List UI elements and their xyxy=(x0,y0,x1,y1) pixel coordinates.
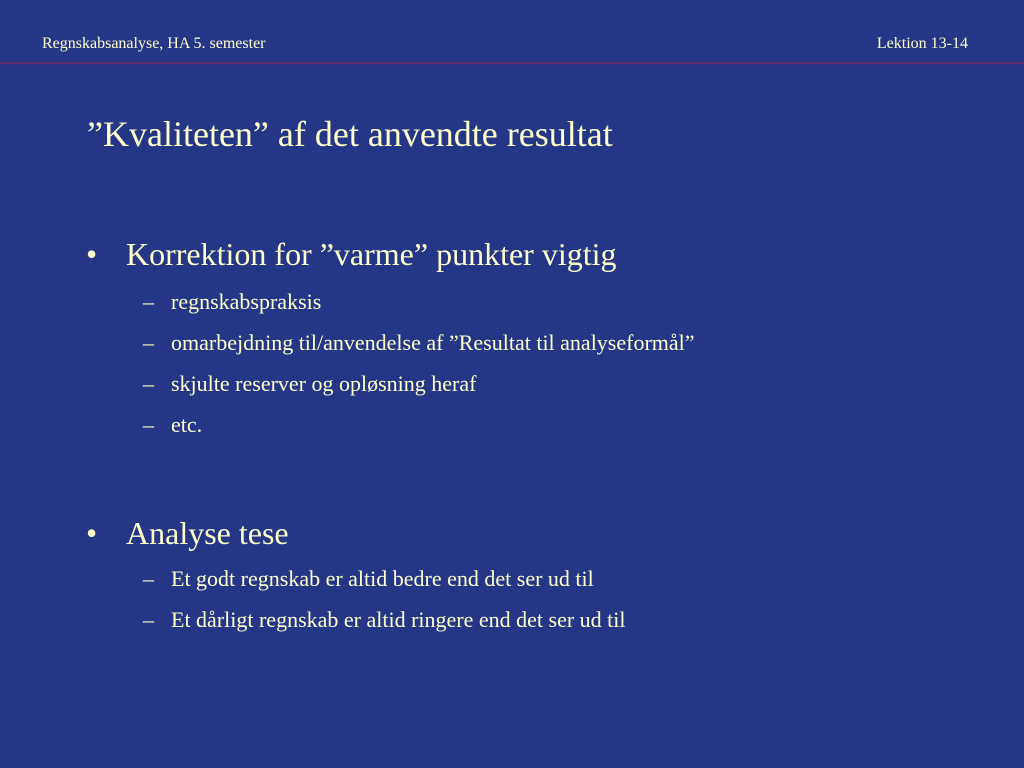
sub-bullet-text: omarbejdning til/anvendelse af ”Resultat til analyseformål” xyxy=(171,330,695,355)
slide-title: ”Kvaliteten” af det anvendte resultat xyxy=(87,114,613,154)
bullet-text: Analyse tese xyxy=(126,515,289,551)
sub-bullet-item xyxy=(143,330,695,356)
sub-bullet-item xyxy=(143,566,594,592)
lecture-label: Lektion 13-14 xyxy=(876,35,968,52)
bullet-marker: • xyxy=(86,515,98,551)
sub-bullet-marker: – xyxy=(143,566,154,591)
sub-bullet-text: regnskabspraksis xyxy=(171,289,322,314)
sub-bullet-item xyxy=(143,412,202,438)
bullet-item xyxy=(86,235,617,273)
bullet-marker: • xyxy=(86,236,98,272)
header-divider-secondary xyxy=(0,65,1024,66)
sub-bullet-text: Et godt regnskab er altid bedre end det ser ud til xyxy=(171,566,594,591)
header-divider xyxy=(0,62,1024,64)
sub-bullet-text: etc. xyxy=(171,412,203,437)
sub-bullet-text: Et dårligt regnskab er altid ringere end det ser ud til xyxy=(171,607,626,632)
sub-bullet-item xyxy=(143,607,626,633)
sub-bullet-item xyxy=(143,371,476,397)
sub-bullet-marker: – xyxy=(143,289,154,314)
sub-bullet-marker: – xyxy=(143,330,154,355)
sub-bullet-marker: – xyxy=(143,412,154,437)
sub-bullet-marker: – xyxy=(143,371,154,396)
sub-bullet-item xyxy=(143,289,321,315)
course-label: Regnskabsanalyse, HA 5. semester xyxy=(42,35,266,52)
sub-bullet-text: skjulte reserver og opløsning heraf xyxy=(171,371,477,396)
slide-header xyxy=(0,0,1024,64)
sub-bullet-marker: – xyxy=(143,607,154,632)
bullet-item xyxy=(86,514,289,552)
bullet-text: Korrektion for ”varme” punkter vigtig xyxy=(126,236,617,272)
